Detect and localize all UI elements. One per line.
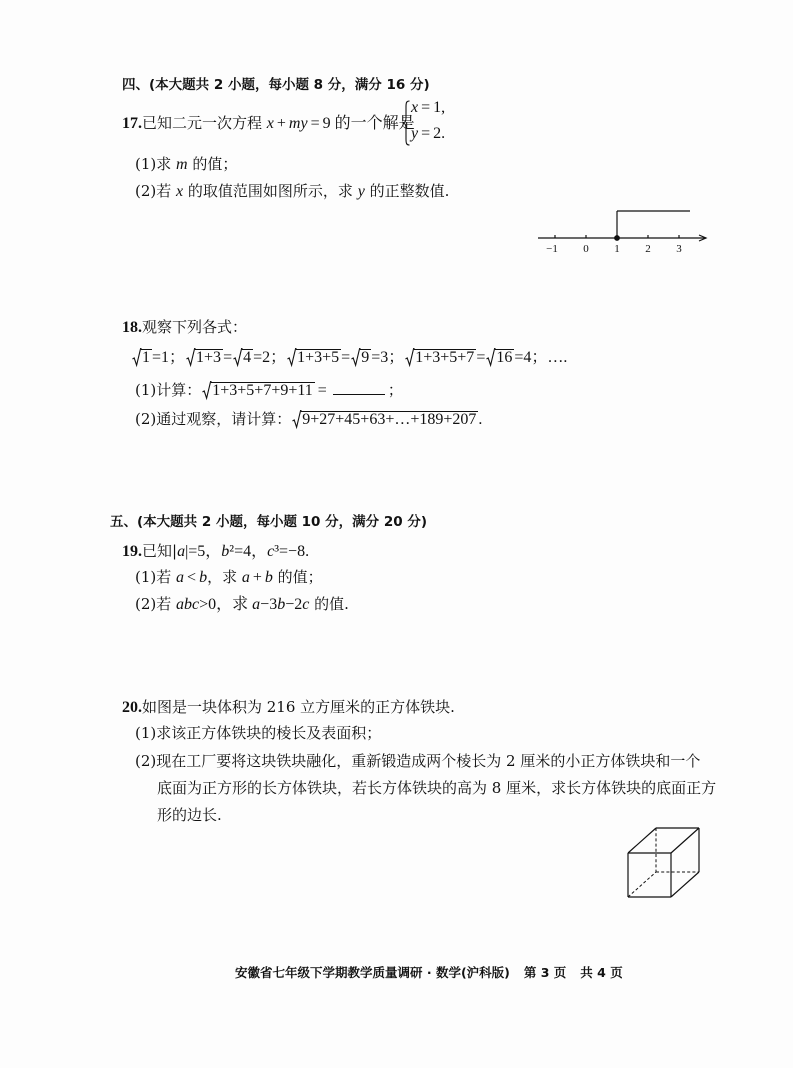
stem-text: ²=4， [229,543,268,560]
square-root [233,348,253,366]
variable-b: b [221,543,230,560]
cube-edge [628,828,656,853]
square-root [132,348,152,366]
radicand: 4 [243,349,252,366]
brace-path [403,101,410,145]
q17-part1 [135,155,237,173]
part-text: (2)若 [135,595,177,613]
section-5-header [110,513,427,531]
part-text: 的取值范围如图所示，求 [183,182,358,200]
q20-part2-line1 [135,752,700,770]
q18-part1 [135,380,403,398]
radical-sign [351,348,360,366]
square-root [486,348,514,366]
q18-examples [131,348,567,366]
variable-a: a [252,596,261,613]
tick-label: 2 [645,243,651,255]
part-text: (1)计算： [135,381,202,399]
square-root [186,348,223,366]
system-equation-1 [411,99,445,117]
q19-part1 [135,568,323,586]
part-text: (1)求该正方体铁块的棱长及表面积； [135,724,382,742]
number-line [530,200,710,242]
stem-text: 已知二元一次方程 [142,114,267,132]
variable-my: my [288,115,308,132]
variable-y: y [357,183,365,200]
variable-m: m [176,156,188,173]
cube-figure [625,825,705,902]
page-footer [235,965,623,981]
stem-text: ³=−8. [274,543,310,560]
square-root [292,410,478,428]
part-text: 的值； [272,568,323,586]
result-text: =2； [253,349,287,366]
square-root [287,348,341,366]
equals-sign: = [476,349,486,366]
equals-sign: = [317,382,327,399]
page-total: 共 4 页 [580,965,623,980]
exam-title: 安徽省七年级下学期教学质量调研 · 数学(沪科版) [235,965,510,980]
equation-value: 1, [433,99,446,116]
variable-a: a [177,543,186,560]
cube-edge [671,828,699,853]
part-text: . [478,411,483,428]
ellipsis: …. [547,349,568,366]
tick-label: 1 [614,243,620,255]
part-text: (2)现在工厂要将这块铁块融化，重新锻造成两个棱长为 2 厘米的小正方体铁块和一个 [135,752,701,770]
result-text: =3； [371,349,405,366]
equals-sign: = [421,99,431,116]
variable-x: x [176,183,184,200]
radical-sign [287,348,296,366]
equals-sign: = [223,349,233,366]
radical-sign [132,348,141,366]
stem-text: 9 的一个解是 [322,115,415,132]
section-4-header [122,76,430,94]
part-text: ，求 [207,568,242,586]
part-text: (2)若 [135,182,177,200]
variable-c: c [267,543,275,560]
stem-text: 观察下列各式： [142,318,248,336]
solution-endpoint-dot [615,236,620,241]
variable-a: a [176,569,185,586]
variable-b: b [199,569,208,586]
answer-blank[interactable] [333,380,385,395]
tick-label: 0 [583,243,589,255]
radicand: 16 [496,349,513,366]
q18-part2 [135,410,482,428]
result-text: =4； [514,349,548,366]
variable-x: x [266,115,274,132]
q20-stem [122,698,455,716]
equals-sign: = [341,349,351,366]
section-header-text: 五、(本大题共 2 小题，每小题 10 分，满分 20 分) [110,514,428,530]
variable-a: a [241,569,250,586]
cube-hidden-edge [628,872,656,897]
part-text: 底面为正方形的长方体铁块，若长方体铁块的高为 8 厘米，求长方体铁块的底面正方 [157,779,717,797]
variable-c: c [302,596,310,613]
radicand: 9 [361,349,370,366]
part-text: ； [387,381,403,399]
stem-text: 已知| [142,542,178,560]
part-text: 的值. [309,595,349,613]
coefficient-term: −3 [260,596,278,613]
question-number: 19. [122,543,142,560]
part-text: 形的边长. [157,806,222,824]
system-brace [402,100,410,146]
equals-sign: = [421,125,431,142]
question-number: 20. [122,699,142,716]
q19-part2 [135,595,349,613]
section-header-text: 四、(本大题共 2 小题，每小题 8 分，满分 16 分) [122,77,430,93]
equation-value: 2. [433,125,446,142]
cube-edge [671,872,699,897]
variable-x: x [411,99,419,116]
page-number: 第 3 页 [523,965,567,980]
variable-b: b [277,596,286,613]
question-number: 17. [122,115,142,132]
square-root [351,348,371,366]
radicand: 1+3+5+7+9+11 [212,382,313,399]
coefficient-term: −2 [285,596,303,613]
q18-stem [122,318,247,336]
stem-text: |=5， [185,543,222,560]
system-equation-2 [411,125,445,143]
result-text: =1； [152,349,186,366]
square-root [202,381,315,399]
equals-sign: = [310,115,320,132]
part-text: >0，求 [199,596,253,613]
stem-text: 如图是一块体积为 216 立方厘米的正方体铁块. [142,698,455,716]
radical-sign [292,410,301,428]
question-number: 18. [122,319,142,336]
radical-sign [486,348,495,366]
q17-part2 [135,182,449,200]
radical-sign [405,348,414,366]
radicand: 1 [142,349,150,366]
part-text: (1)求 [135,155,177,173]
radicand: 1+3+5 [297,349,340,366]
q17-stem [122,114,415,132]
variable-b: b [264,569,273,586]
less-than-sign: < [187,569,197,586]
radical-sign [186,348,195,366]
radicand: 1+3 [196,349,222,366]
q19-stem [122,542,309,560]
variable-y: y [411,125,419,142]
radical-sign [202,381,211,399]
square-root [405,348,476,366]
q20-part2-line3 [157,806,222,824]
q20-part1 [135,724,381,742]
variable-abc: abc [176,596,200,613]
radicand: 1+3+5+7 [415,349,475,366]
radicand: 9+27+45+63+…+189+207 [302,411,477,428]
part-text: 的正整数值. [364,182,450,200]
part-text: 的值； [187,155,238,173]
plus-sign: + [276,115,286,132]
radical-sign [233,348,242,366]
part-text: (2)通过观察，请计算： [135,410,292,428]
tick-label: 3 [676,243,682,255]
plus-sign: + [252,569,262,586]
tick-label: −1 [546,243,558,255]
part-text: (1)若 [135,568,177,586]
q20-part2-line2 [157,779,716,797]
